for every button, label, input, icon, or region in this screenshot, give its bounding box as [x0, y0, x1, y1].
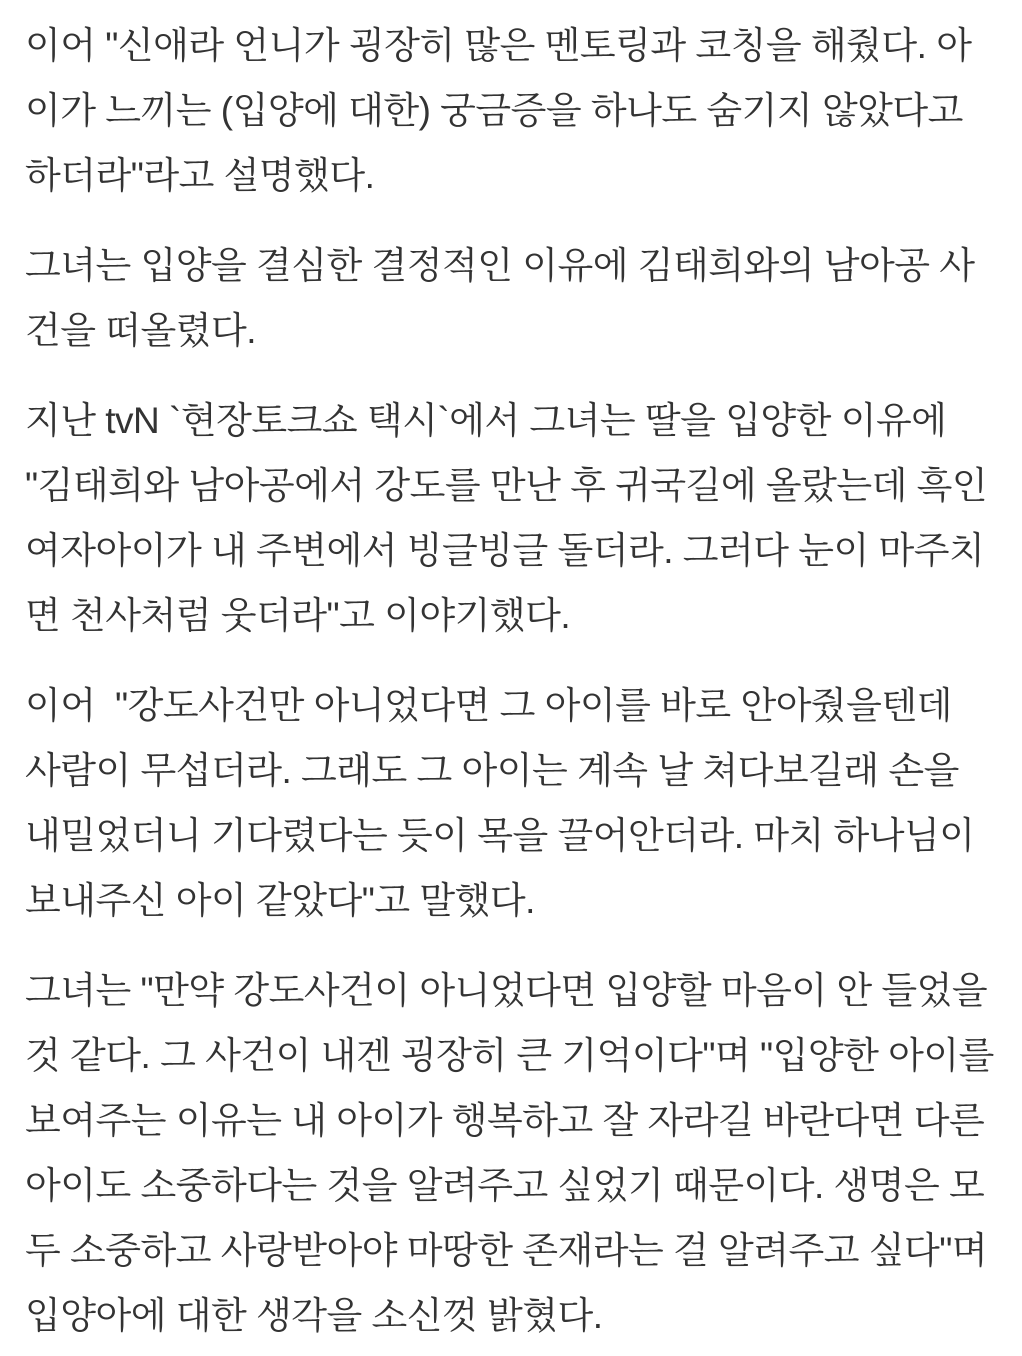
paragraph: 그녀는 입양을 결심한 결정적인 이유에 김태희와의 남아공 사건을 떠올렸다. [25, 245, 975, 351]
paragraph: 그녀는 "만약 강도사건이 아니었다면 입양할 마음이 안 들었을 것 같다. 그 사건이 내겐 굉장히 큰 기억이다"며 "입양한 아이를 보여주는 이유는 내 아이가 행복하고 잘 자라길 바란다면 다른 아이도 소중하다는 것을 알려주고 싶었기 때문이다. 생명은 모두 소중하고 사랑받아야 마땅한 존재라는 걸 알려주고 싶다"며 입양아에 대한 생각을 소신껏 밝혔다. [25, 970, 1004, 1336]
paragraph: 이어 "신애라 언니가 굉장히 많은 멘토링과 코칭을 해줬다. 아이가 느끼는 (입양에 대한) 궁금증을 하나도 숨기지 않았다고 하더라"라고 설명했다. [25, 25, 973, 196]
paragraph: 이어 "강도사건만 아니었다면 그 아이를 바로 안아줬을텐데 사람이 무섭더라. 그래도 그 아이는 계속 날 쳐다보길래 손을 내밀었더니 기다렸다는 듯이 목을 끌어안더라. 마치 하나님이 보내주신 아이 같았다"고 말했다. [25, 685, 985, 921]
paragraph: 지난 tvN `현장토크쇼 택시`에서 그녀는 딸을 입양한 이유에 "김태희와 남아공에서 강도를 만난 후 귀국길에 올랐는데 흑인 여자아이가 내 주변에서 빙글빙글 돌더라. 그러다 눈이 마주치면 천사처럼 웃더라"고 이야기했다. [25, 400, 997, 636]
